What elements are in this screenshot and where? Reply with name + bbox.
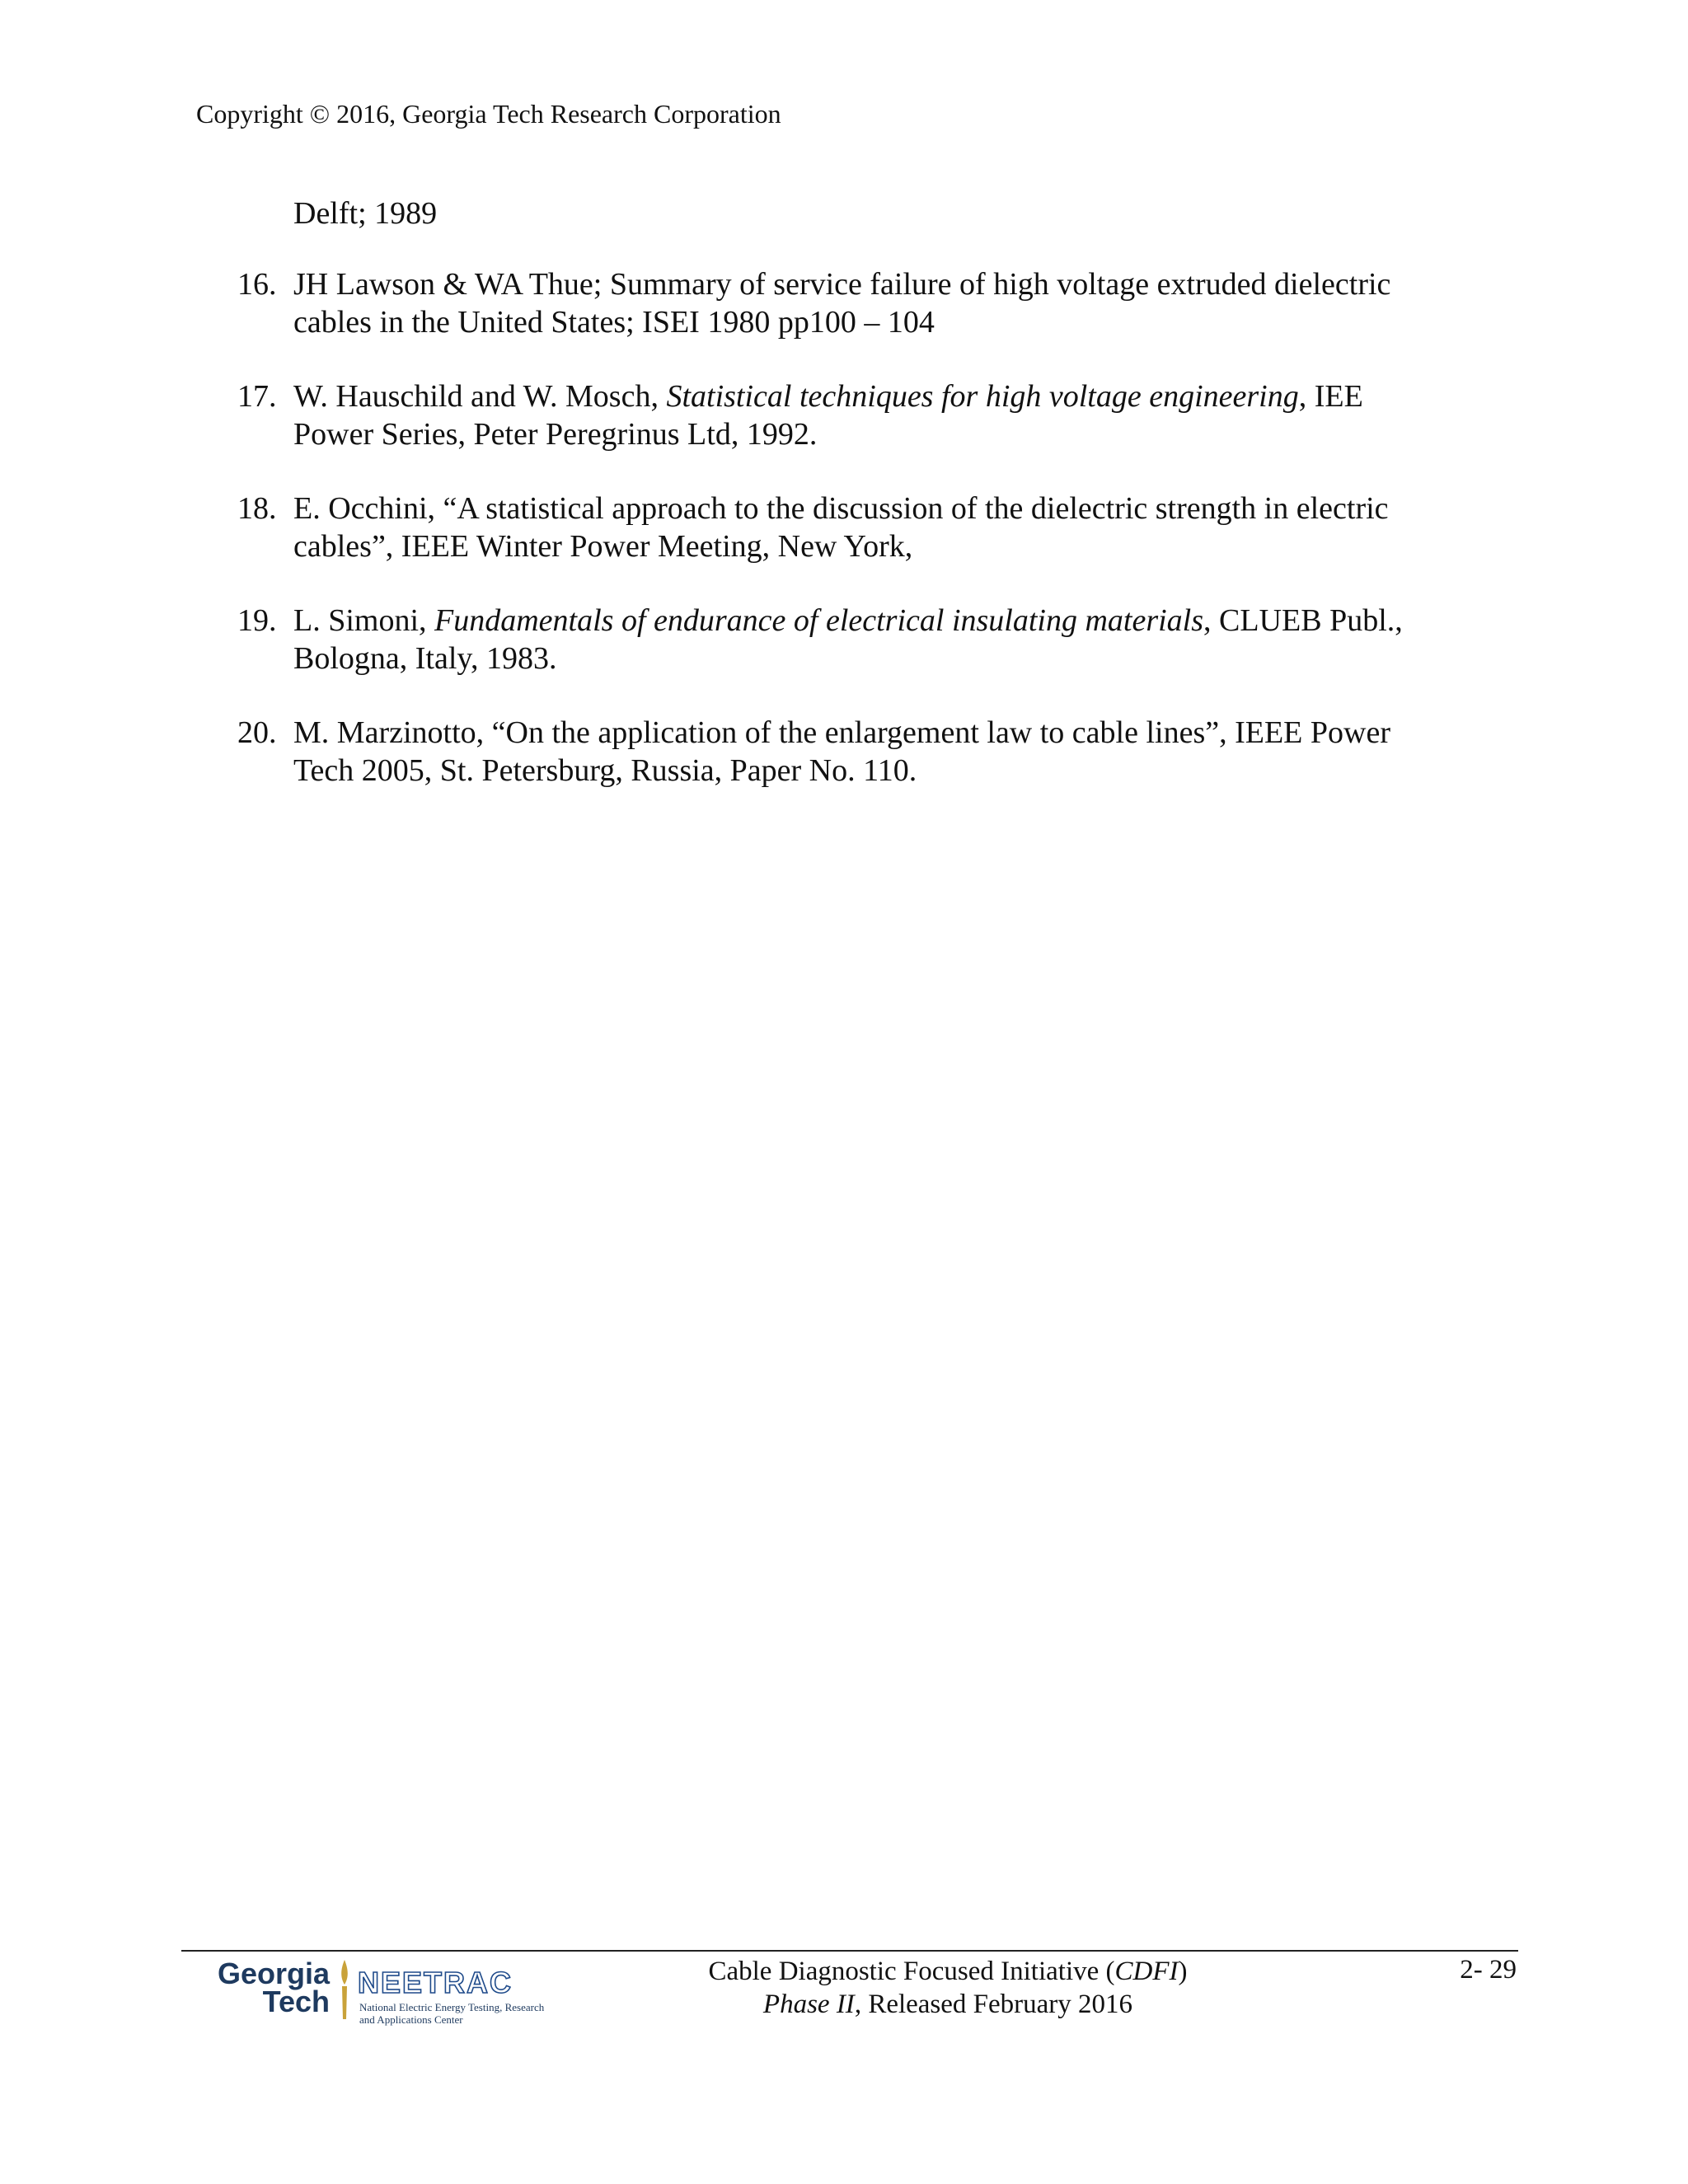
reference-line: M. Marzinotto, “On the application of the enlargement law to cable lines”, IEEE Power xyxy=(293,715,1390,750)
reference-line xyxy=(293,377,1490,415)
reference-number: 18. xyxy=(237,491,277,526)
reference-line: cables in the United States; ISEI 1980 pp100 – 104 xyxy=(293,305,935,340)
reference-line: cables”, IEEE Winter Power Meeting, New York, xyxy=(293,529,913,564)
reference-list xyxy=(237,194,1490,826)
reference-item xyxy=(237,602,1490,677)
reference-item xyxy=(237,714,1490,790)
footer-line-2: Phase II, Released February 2016 xyxy=(762,1990,1133,2019)
reference-line xyxy=(293,602,1490,640)
footer-line-1: Cable Diagnostic Focused Initiative (CDFI) xyxy=(708,1957,1188,1986)
reference-item xyxy=(237,377,1490,453)
reference-number: 20. xyxy=(237,715,277,750)
logo-georgia-text: Georgia xyxy=(217,1957,330,1990)
logo-tech-text: Tech xyxy=(262,1985,330,2018)
neetrac-logo: NEETRAC xyxy=(358,1966,513,1999)
footer-divider xyxy=(181,1950,1518,1952)
reference-authors: W. Hauschild and W. Mosch, xyxy=(293,379,667,414)
reference-continuation: Delft; 1989 xyxy=(293,196,438,231)
reference-number: 19. xyxy=(237,603,277,638)
neetrac-subtitle xyxy=(359,2001,544,2026)
footer-title xyxy=(643,1955,1253,2021)
torch-icon xyxy=(335,1957,354,2022)
reference-number: 16. xyxy=(237,267,277,302)
reference-item xyxy=(237,490,1490,565)
reference-title: Fundamentals of endurance of electrical insulating materials xyxy=(434,603,1204,638)
reference-publisher: , IEE xyxy=(1298,379,1363,414)
reference-line: Power Series, Peter Peregrinus Ltd, 1992. xyxy=(293,417,818,452)
reference-title: Statistical techniques for high voltage engineering xyxy=(666,379,1299,414)
reference-line: Tech 2005, St. Petersburg, Russia, Paper No. 110. xyxy=(293,753,917,788)
neetrac-subtitle-line: National Electric Energy Testing, Research xyxy=(359,2001,545,2013)
reference-authors: L. Simoni, xyxy=(293,603,435,638)
reference-number: 17. xyxy=(237,379,277,414)
reference-item xyxy=(237,265,1490,341)
reference-line: JH Lawson & WA Thue; Summary of service failure of high voltage extruded dielectric xyxy=(293,267,1391,302)
page-number: 2- 29 xyxy=(1460,1955,1517,1985)
reference-line: E. Occhini, “A statistical approach to the discussion of the dielectric strength in electric xyxy=(293,491,1389,526)
georgia-tech-logo xyxy=(196,1957,330,2018)
neetrac-subtitle-line: and Applications Center xyxy=(359,2013,463,2026)
copyright-header: Copyright © 2016, Georgia Tech Research Corporation xyxy=(196,99,781,129)
reference-publisher: , CLUEB Publ., xyxy=(1203,603,1403,638)
reference-line: Bologna, Italy, 1983. xyxy=(293,641,557,676)
